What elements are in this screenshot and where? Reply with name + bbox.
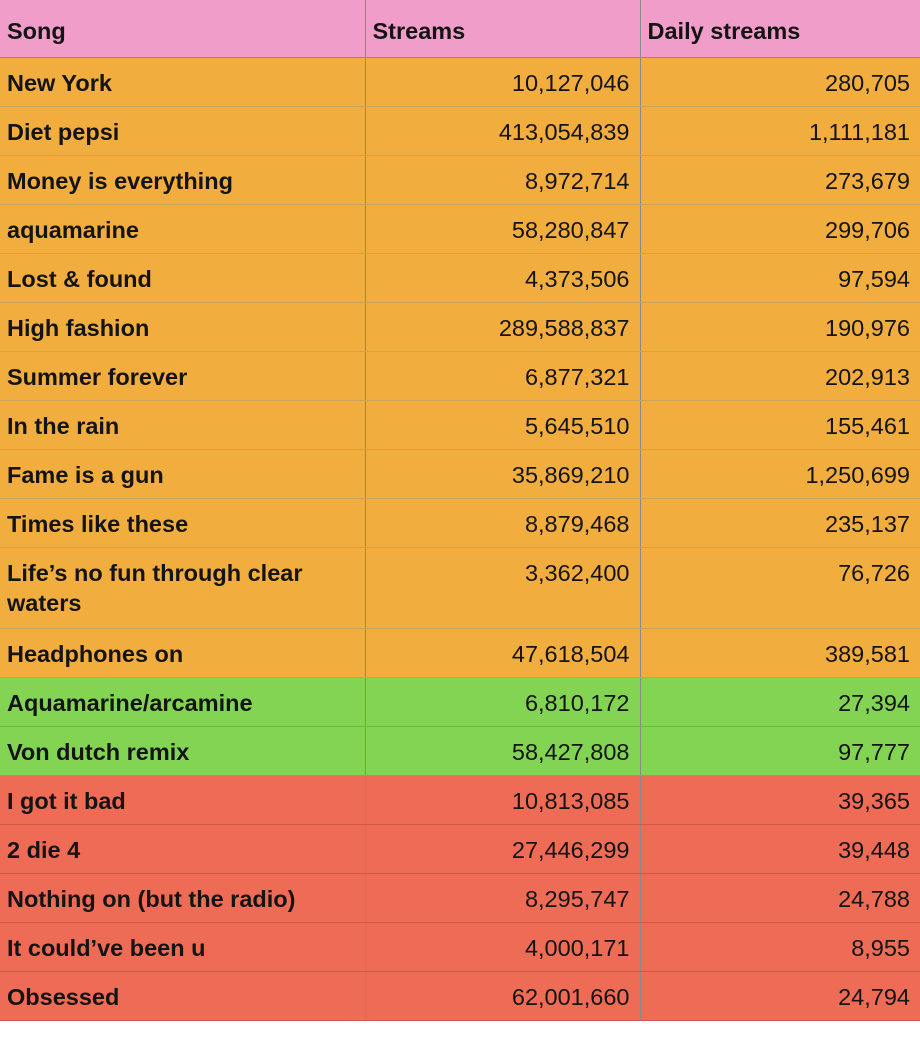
daily-streams-cell: 280,705 (640, 57, 920, 106)
table-row (0, 922, 920, 971)
table-row (0, 351, 920, 400)
streams-cell: 8,879,468 (365, 498, 640, 547)
streams-cell: 4,373,506 (365, 253, 640, 302)
song-cell: Fame is a gun (0, 449, 365, 498)
daily-streams-cell: 273,679 (640, 155, 920, 204)
daily-streams-cell: 1,111,181 (640, 106, 920, 155)
daily-streams-cell: 389,581 (640, 628, 920, 677)
streams-cell: 27,446,299 (365, 824, 640, 873)
song-cell: High fashion (0, 302, 365, 351)
daily-streams-cell: 299,706 (640, 204, 920, 253)
daily-streams-cell: 8,955 (640, 922, 920, 971)
song-cell: Summer forever (0, 351, 365, 400)
streams-cell: 58,427,808 (365, 726, 640, 775)
streams-cell: 62,001,660 (365, 971, 640, 1020)
song-cell: Money is everything (0, 155, 365, 204)
song-cell: Nothing on (but the radio) (0, 873, 365, 922)
table-row (0, 824, 920, 873)
song-cell: New York (0, 57, 365, 106)
streams-cell: 35,869,210 (365, 449, 640, 498)
streams-cell: 47,618,504 (365, 628, 640, 677)
daily-streams-cell: 39,365 (640, 775, 920, 824)
streams-cell: 289,588,837 (365, 302, 640, 351)
streams-cell: 10,813,085 (365, 775, 640, 824)
table-row (0, 155, 920, 204)
song-cell: Aquamarine/arcamine (0, 677, 365, 726)
streams-cell: 6,810,172 (365, 677, 640, 726)
daily-streams-cell: 235,137 (640, 498, 920, 547)
table-row (0, 726, 920, 775)
table-row (0, 677, 920, 726)
table-row (0, 106, 920, 155)
table-row (0, 57, 920, 106)
daily-streams-cell: 24,794 (640, 971, 920, 1020)
streams-cell: 4,000,171 (365, 922, 640, 971)
song-cell: I got it bad (0, 775, 365, 824)
table-row (0, 547, 920, 628)
daily-streams-cell: 97,777 (640, 726, 920, 775)
table-row (0, 498, 920, 547)
daily-streams-cell: 155,461 (640, 400, 920, 449)
table-row (0, 449, 920, 498)
song-cell: aquamarine (0, 204, 365, 253)
streams-cell: 6,877,321 (365, 351, 640, 400)
table-row (0, 253, 920, 302)
daily-streams-cell: 76,726 (640, 547, 920, 628)
song-cell: In the rain (0, 400, 365, 449)
header-row (0, 0, 920, 57)
daily-streams-cell: 24,788 (640, 873, 920, 922)
table-row (0, 400, 920, 449)
daily-streams-cell: 190,976 (640, 302, 920, 351)
song-cell: Von dutch remix (0, 726, 365, 775)
header-streams: Streams (365, 0, 640, 57)
song-cell: Headphones on (0, 628, 365, 677)
streams-cell: 58,280,847 (365, 204, 640, 253)
streams-cell: 5,645,510 (365, 400, 640, 449)
table-header (0, 0, 920, 57)
daily-streams-cell: 27,394 (640, 677, 920, 726)
daily-streams-cell: 202,913 (640, 351, 920, 400)
song-cell: It could’ve been u (0, 922, 365, 971)
header-song: Song (0, 0, 365, 57)
streams-cell: 413,054,839 (365, 106, 640, 155)
header-daily-streams: Daily streams (640, 0, 920, 57)
table-row (0, 628, 920, 677)
streams-cell: 8,972,714 (365, 155, 640, 204)
daily-streams-cell: 97,594 (640, 253, 920, 302)
table-row (0, 775, 920, 824)
song-cell: Times like these (0, 498, 365, 547)
song-cell: Life’s no fun through clear waters (0, 547, 365, 628)
table-row (0, 204, 920, 253)
song-cell: Obsessed (0, 971, 365, 1020)
table-row (0, 971, 920, 1020)
streams-cell: 8,295,747 (365, 873, 640, 922)
daily-streams-cell: 39,448 (640, 824, 920, 873)
song-cell: Lost & found (0, 253, 365, 302)
table-row (0, 873, 920, 922)
song-cell: 2 die 4 (0, 824, 365, 873)
table-row (0, 302, 920, 351)
table-body (0, 57, 920, 1020)
song-cell: Diet pepsi (0, 106, 365, 155)
streams-cell: 3,362,400 (365, 547, 640, 628)
streams-cell: 10,127,046 (365, 57, 640, 106)
daily-streams-cell: 1,250,699 (640, 449, 920, 498)
